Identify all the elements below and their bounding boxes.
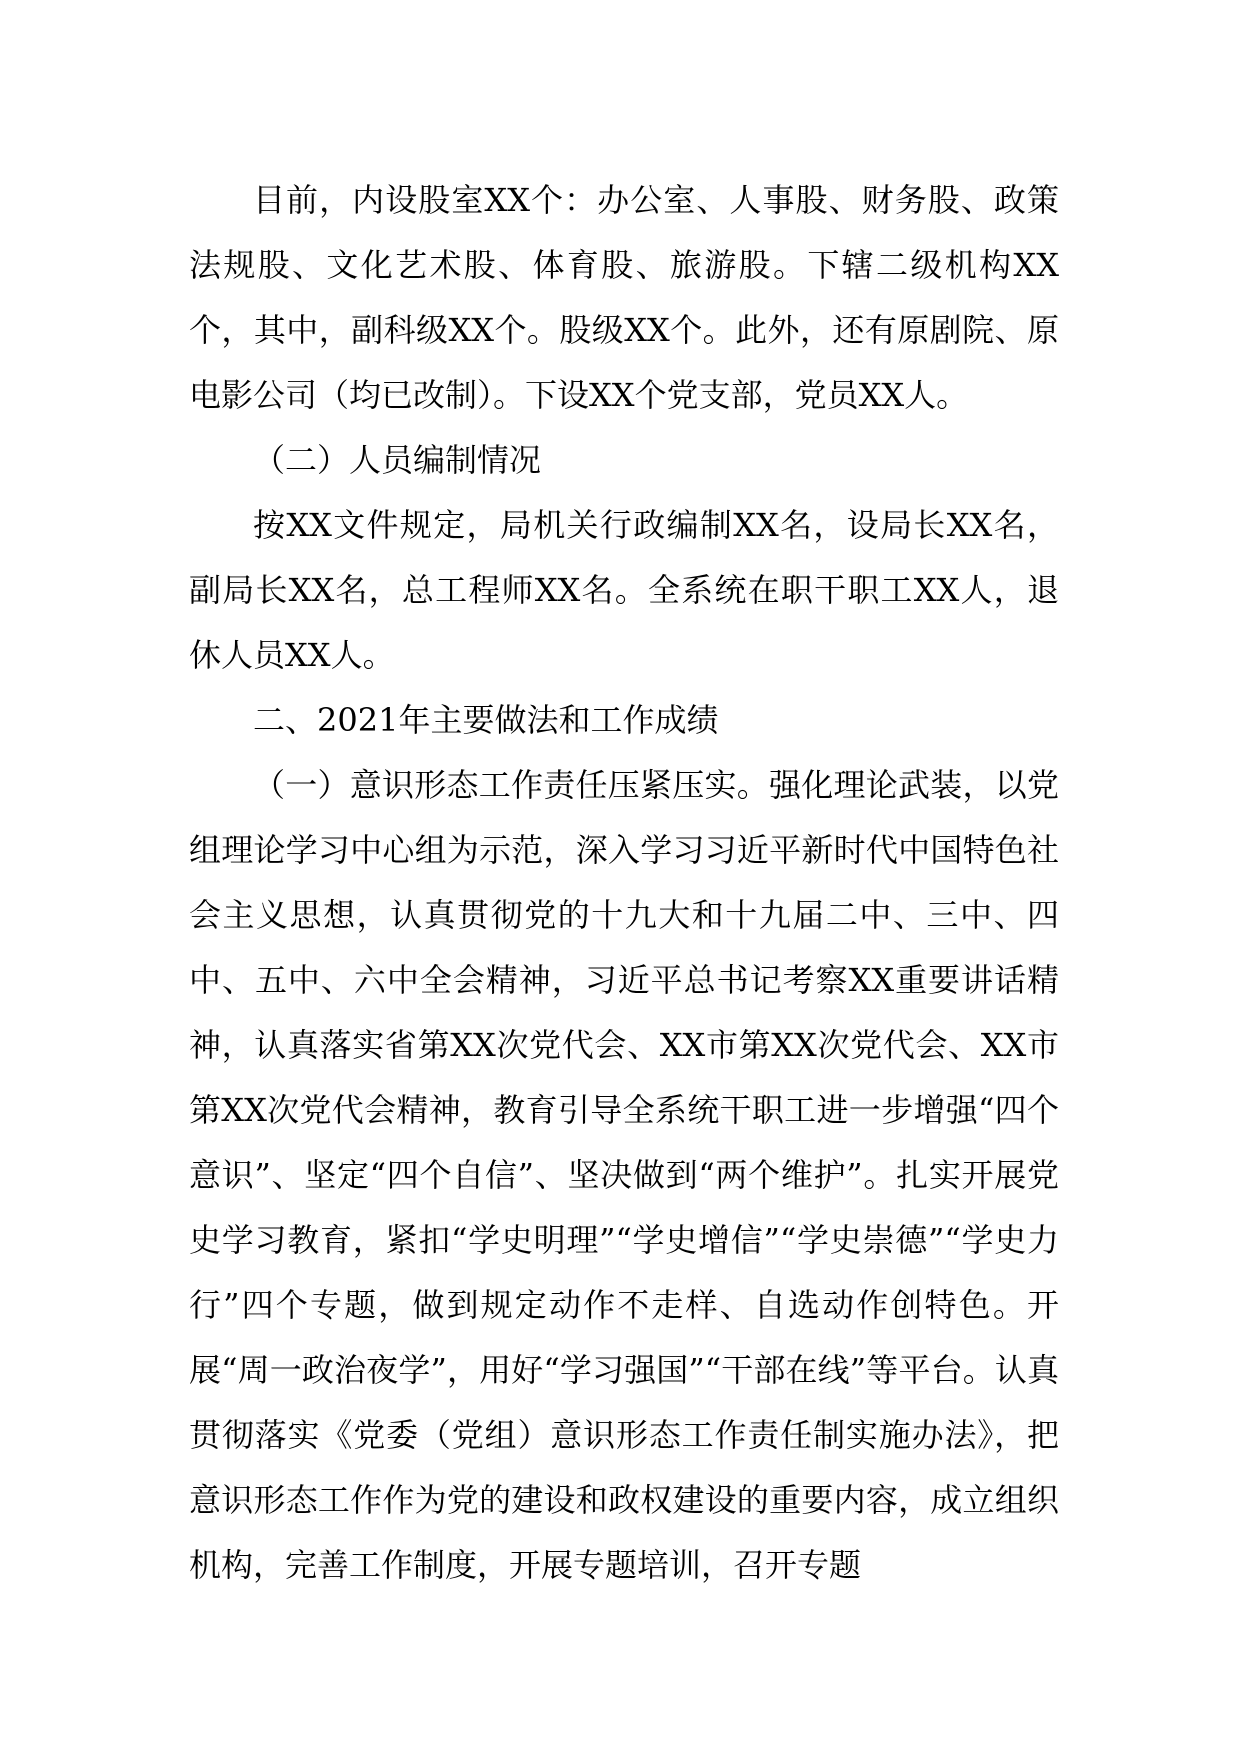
paragraph-ideology-work: （一）意识形态工作责任压紧压实。强化理论武装，以党组理论学习中心组为示范，深入学习习近平新时代中国特色社会主义思想，认真贯彻党的十九大和十九届二中、三中、四中、五中、六中全会精神，习近平总书记考察XX重要讲话精神，认真落实省第XX次党代会、XX市第XX次党代会、XX市第XX次党代会精神，教育引导全系统干职工进一步增强“四个意识”、坚定“四个自信”、坚决做到“两个维护”。扎实开展党史学习教育，紧扣“学史明理”“学史增信”“学史崇德”“学史力行”四个专题，做到规定动作不走样、自选动作创特色。开展“周一政治夜学”，用好“学习强国”“干部在线”等平台。认真贯彻落实《党委（党组）意识形态工作责任制实施办法》，把意识形态工作作为党的建设和政权建设的重要内容，成立组织机构，完善工作制度，开展专题培训，召开专题 <box>189 766 1059 1584</box>
heading-staffing: （二）人员编制情况 <box>253 441 542 479</box>
document-body <box>189 168 1059 1598</box>
paragraph-internal-departments: 目前，内设股室XX个：办公室、人事股、财务股、政策法规股、文化艺术股、体育股、旅游股。下辖二级机构XX个，其中，副科级XX个。股级XX个。此外，还有原剧院、原电影公司（均已改制）。下设XX个党支部，党员XX人。 <box>189 181 1059 414</box>
paragraph-staffing: 按XX文件规定，局机关行政编制XX名，设局长XX名，副局长XX名，总工程师XX名。全系统在职干职工XX人，退休人员XX人。 <box>189 506 1059 674</box>
heading-2021-achievements: 二、2021年主要做法和工作成绩 <box>253 701 719 739</box>
